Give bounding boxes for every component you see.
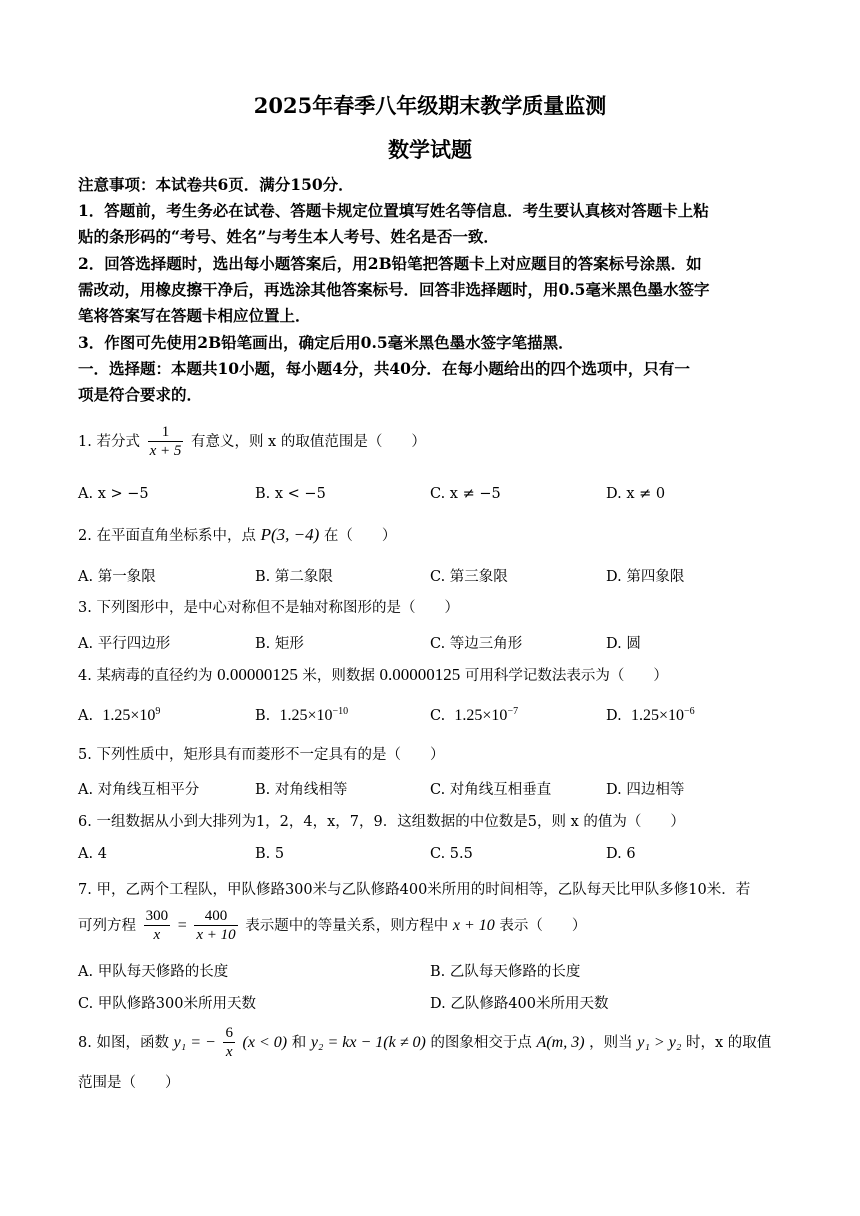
notice-item3: 3．作图可先使用2B铅笔画出，确定后用0.5毫米黑色墨水签字笔描黑． xyxy=(78,333,574,352)
q1-option-b: B. x < −5 xyxy=(255,486,326,502)
q8-y2: y₂ = kx − 1(k ≠ 0) xyxy=(310,1033,426,1051)
q4-number: 0.00000125 xyxy=(217,665,298,684)
question-5: 5. 下列性质中，矩形具有而菱形不一定具有的是（ ） xyxy=(78,747,445,763)
q3-option-b: B. 矩形 xyxy=(255,636,304,652)
q1-suffix: 有意义，则 x 的取值范围是（ ） xyxy=(190,433,426,450)
q2-suffix: 在（ ） xyxy=(323,528,397,544)
q7-prefix: 可列方程 xyxy=(78,917,136,934)
q8-point: A(m, 3) xyxy=(536,1033,585,1051)
notice-heading: 注意事项：本试卷共6页．满分150分． xyxy=(78,175,354,194)
q4-option-c xyxy=(430,706,518,725)
q4-number-repeat: 0.00000125 xyxy=(379,665,461,684)
q6-option-a: A. 4 xyxy=(78,846,107,862)
q6-option-d: D. 6 xyxy=(606,846,636,862)
q5-option-a: A. 对角线互相平分 xyxy=(78,782,200,798)
q7-fraction-2 xyxy=(194,907,237,944)
question-8-line1 xyxy=(78,1024,788,1061)
q4-option-a-exp: 9 xyxy=(155,706,161,717)
q8-cond1: (x < 0) xyxy=(242,1033,288,1051)
q5-option-c: C. 对角线互相垂直 xyxy=(430,782,552,798)
q2-prefix: 2. 在平面直角坐标系中，点 xyxy=(78,528,256,544)
question-7-line2 xyxy=(78,907,788,944)
q4-option-b-label: B. xyxy=(255,707,271,724)
q2-option-d: D. 第四象限 xyxy=(606,569,685,585)
q2-option-b: B. 第二象限 xyxy=(255,569,333,585)
q1-fraction xyxy=(148,423,184,460)
question-7-line1: 7. 甲，乙两个工程队，甲队修路300米与乙队修路400米所用的时间相等，乙队每天比甲队多修10米．若 xyxy=(78,882,751,898)
question-8-line2: 范围是（ ） xyxy=(78,1075,180,1091)
q3-option-d: D. 圆 xyxy=(606,636,641,652)
question-4 xyxy=(78,664,788,687)
q2-option-c: C. 第三象限 xyxy=(430,569,508,585)
q8-mid: 的图象相交于点 xyxy=(430,1034,532,1051)
q4-option-b-exp: −10 xyxy=(332,706,349,717)
q4-option-b xyxy=(255,706,348,725)
q4-option-c-base: 1.25×10 xyxy=(454,706,508,724)
q8-fraction xyxy=(223,1024,235,1061)
q5-option-d: D. 四边相等 xyxy=(606,782,685,798)
q8-and: 和 xyxy=(291,1034,307,1051)
q8-frac-den: x xyxy=(225,1044,233,1060)
notice-item2-line2: 需改动，用橡皮擦干净后，再选涂其他答案标号．回答非选择题时，用0.5毫米黑色墨水签字 xyxy=(78,280,710,299)
q4-option-c-label: C. xyxy=(430,707,446,724)
q1-option-c: C. x ≠ −5 xyxy=(430,486,501,502)
q7-expr: x + 10 xyxy=(452,916,495,934)
question-3: 3. 下列图形中，是中心对称但不是轴对称图形的是（ ） xyxy=(78,600,459,616)
q3-option-a: A. 平行四边形 xyxy=(78,636,171,652)
notice-item1-line2: 贴的条形码的“考号、姓名”与考生本人考号、姓名是否一致． xyxy=(78,227,499,246)
q6-option-b: B. 5 xyxy=(255,846,285,862)
q4-option-d-exp: −6 xyxy=(683,706,695,717)
q7-option-a: A. 甲队每天修路的长度 xyxy=(78,964,229,980)
q7-suffix: 表示（ ） xyxy=(499,917,587,934)
notice-item2-line1: 2．回答选择题时，选出每小题答案后，用2B铅笔把答题卡上对应题目的答案标号涂黑．如 xyxy=(78,254,702,273)
q8-frac-num: 6 xyxy=(225,1025,233,1041)
q1-frac-num: 1 xyxy=(148,423,184,442)
q7-option-c: C. 甲队修路300米所用天数 xyxy=(78,996,256,1012)
q7-frac2-den: x + 10 xyxy=(196,927,236,943)
q8-y1: y₁ = − xyxy=(173,1033,216,1051)
exam-subtitle: 数学试题 xyxy=(388,137,472,162)
q8-prefix: 8. 如图，函数 xyxy=(78,1034,169,1051)
question-2 xyxy=(78,524,788,547)
q1-option-a: A. x > −5 xyxy=(78,486,149,502)
q7-frac1-den: x xyxy=(153,927,161,943)
notice-item2-line3: 笔将答案写在答题卡相应位置上． xyxy=(78,306,311,325)
q7-mid: 表示题中的等量关系，则方程中 xyxy=(245,917,449,934)
q4-text-c: 可用科学记数法表示为（ ） xyxy=(464,668,668,684)
section1-line2: 项是符合要求的． xyxy=(78,385,203,404)
q7-fraction-1 xyxy=(144,907,171,944)
exam-title: 2025年春季八年级期末教学质量监测 xyxy=(253,93,607,118)
q4-option-a xyxy=(78,706,160,725)
q1-prefix: 1. 若分式 xyxy=(78,433,140,450)
q3-option-c: C. 等边三角形 xyxy=(430,636,523,652)
section1-line1: 一．选择题：本题共10小题，每小题4分，共40分．在每小题给出的四个选项中，只有一 xyxy=(78,359,690,378)
notice-item1-line1: 1．答题前，考生务必在试卷、答题卡规定位置填写姓名等信息．考生要认真核对答题卡上粘 xyxy=(78,201,709,220)
q1-option-d: D. x ≠ 0 xyxy=(606,486,666,502)
question-6: 6. 一组数据从小到大排列为1，2，4，x，7，9．这组数据的中位数是5，则 x 的值为（ ） xyxy=(78,814,685,830)
q4-option-d xyxy=(606,706,695,725)
q7-equals: = xyxy=(177,916,187,934)
q1-frac-den: x + 5 xyxy=(149,443,182,459)
q5-option-b: B. 对角线相等 xyxy=(255,782,348,798)
q4-text-b: 米，则数据 xyxy=(302,668,375,684)
q7-option-d: D. 乙队修路400米所用天数 xyxy=(430,996,609,1012)
q4-text-a: 4. 某病毒的直径约为 xyxy=(78,668,213,684)
q4-option-a-label: A. xyxy=(78,707,94,724)
q4-option-d-base: 1.25×10 xyxy=(630,706,684,724)
q7-option-b: B. 乙队每天修路的长度 xyxy=(430,964,581,980)
q7-frac1-num: 300 xyxy=(145,908,169,924)
q2-point: P(3, −4) xyxy=(260,525,320,544)
q8-inequality: y₁ > y₂ xyxy=(637,1033,682,1051)
q8-suffix: 时，x 的取值 xyxy=(685,1034,772,1051)
q7-frac2-num: 400 xyxy=(194,907,237,926)
q4-option-b-base: 1.25×10 xyxy=(279,706,333,724)
question-1 xyxy=(78,423,788,460)
q8-mid2: ，则当 xyxy=(589,1034,633,1051)
q4-option-d-label: D. xyxy=(606,707,622,724)
q4-option-c-exp: −7 xyxy=(507,706,519,717)
q4-option-a-base: 1.25×10 xyxy=(102,706,156,724)
q6-option-c: C. 5.5 xyxy=(430,846,473,862)
q2-option-a: A. 第一象限 xyxy=(78,569,156,585)
